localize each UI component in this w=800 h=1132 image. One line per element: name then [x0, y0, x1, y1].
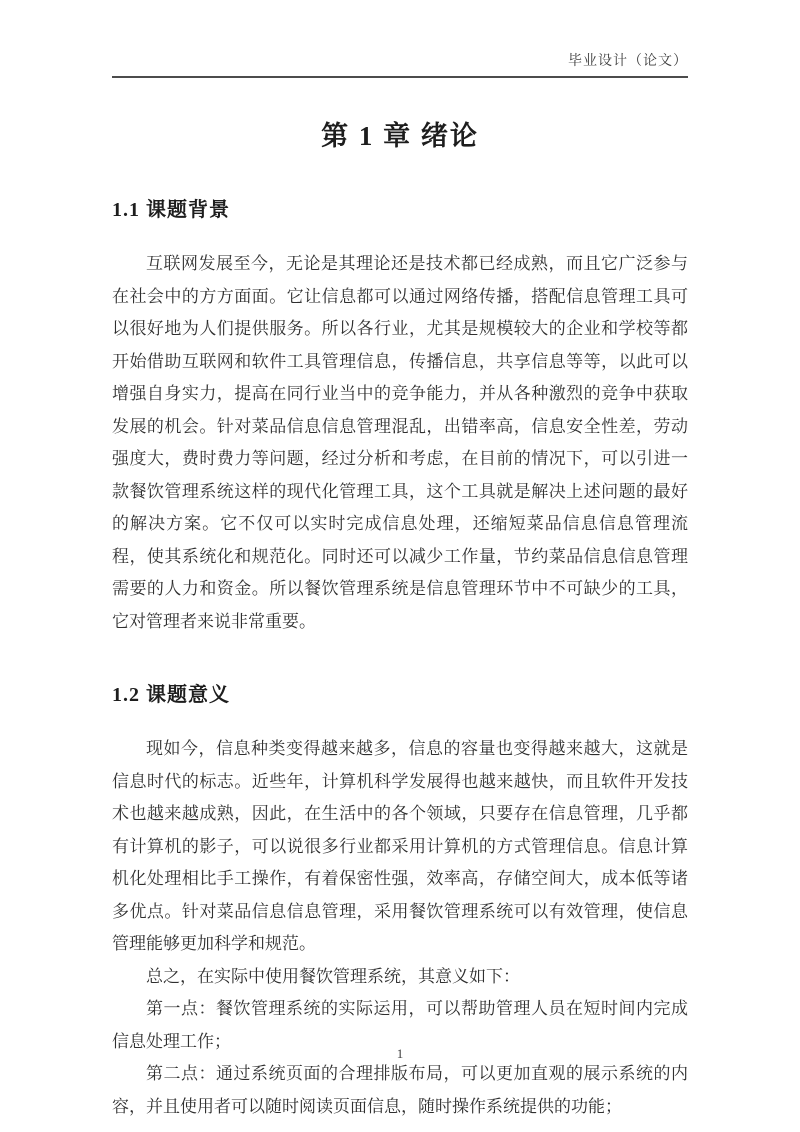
paragraph: 总之，在实际中使用餐饮管理系统，其意义如下：	[146, 966, 520, 986]
header-running-title: 毕业设计（论文）	[112, 50, 688, 78]
page-number: 1	[396, 1046, 404, 1061]
page-header	[0, 0, 800, 78]
paragraph: 互联网发展至今，无论是其理论还是技术都已经成熟，而且它广泛参与在社会中的方方面面。它让信息都可以通过网络传播，搭配信息管理工具可以很好地为人们提供服务。所以各行业，尤其是规模较大的企业和学校等都开始借助互联网和软件工具管理信息，传播信息，共享信息等等，以此可以增强自身实力，提高在同行业当中的竞争能力，并从各种激烈的竞争中获取发展的机会。针对菜品信息信息管理混乱，出错率高，信息安全性差，劳动强度大，费时费力等问题，经过分析和考虑，在目前的情况下，可以引进一款餐饮管理系统这样的现代化管理工具，这个工具就是解决上述问题的最好的解决方案。它不仅可以实时完成信息处理，还缩短菜品信息信息管理流程，使其系统化和规范化。同时还可以减少工作量，节约菜品信息信息管理需要的人力和资金。所以餐饮管理系统是信息管理环节中不可缺少的工具，它对管理者来说非常重要。	[112, 254, 688, 631]
paragraph: 现如今，信息种类变得越来越多，信息的容量也变得越来越大，这就是信息时代的标志。近些年，计算机科学发展得也越来越快，而且软件开发技术也越来越成熟，因此，在生活中的各个领域，只要存在信息管理，几乎都有计算机的影子，可以说很多行业都采用计算机的方式管理信息。信息计算机化处理相比手工操作，有着保密性强，效率高，存储空间大，成本低等诸多优点。针对菜品信息信息管理，采用餐饮管理系统可以有效管理，使信息管理能够更加科学和规范。	[112, 739, 688, 953]
chapter-title: 第 1 章 绪论	[321, 121, 479, 151]
section-1-1	[112, 193, 688, 638]
document-body	[0, 193, 800, 1123]
paragraph: 第一点：餐饮管理系统的实际运用，可以帮助管理人员在短时间内完成信息处理工作；	[112, 999, 688, 1051]
section-heading-1-2: 1.2 课题意义	[112, 684, 230, 706]
section-heading-1-1: 1.1 课题背景	[112, 199, 230, 221]
paragraph: 第二点：通过系统页面的合理排版布局，可以更加直观的展示系统的内容，并且使用者可以随时阅读页面信息，随时操作系统提供的功能；	[112, 1064, 688, 1116]
